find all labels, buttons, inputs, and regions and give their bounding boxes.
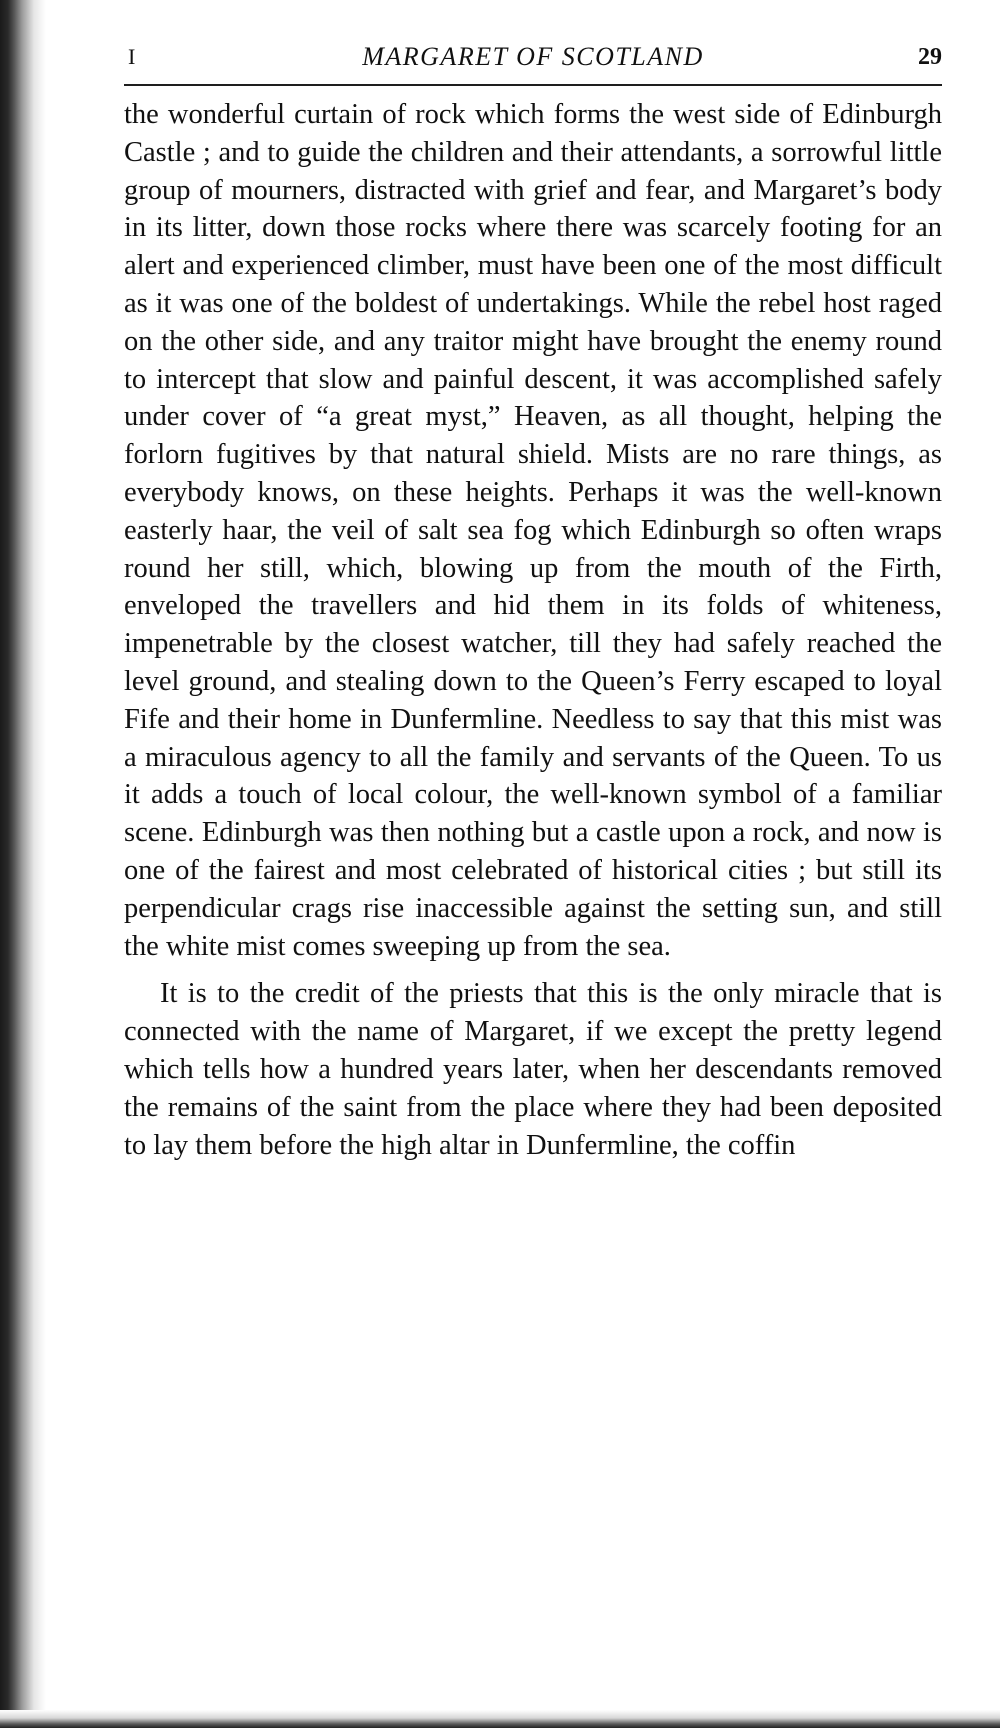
- paragraph-2: It is to the credit of the priests that this is the only miracle that is connected with the name of Margaret, if we except the pretty legend which tells how a hundred years later, when her descendants removed the remains of the saint from the place where they had been deposited to lay them before the high altar in Dunfermline, the coffin: [124, 978, 942, 1161]
- header-rule: [124, 84, 942, 86]
- running-header: [124, 30, 942, 84]
- running-title: MARGARET OF SCOTLAND: [362, 42, 704, 71]
- book-page: [124, 30, 942, 1164]
- page-bottom-shadow: [0, 1710, 1000, 1728]
- body-text: [124, 96, 942, 1164]
- page-number: 29: [918, 44, 942, 70]
- paragraph-1: the wonderful curtain of rock which forms the west side of Edinburgh Castle ; and to guide the children and their attendants, a sorrowful little group of mourners, distracted with grief and fear, and Margaret’s body in its litter, down those rocks where there was scarcely footing for an alert and experienced climber, must have been one of the most difficult as it was one of the boldest of undertakings. While the rebel host raged on the other side, and any traitor might have brought the enemy round to intercept that slow and painful descent, it was accomplished safely under cover of “a great myst,” Heaven, as all thought, helping the forlorn fugitives by that natural shield. Mists are no rare things, as everybody knows, on these heights. Perhaps it was the well-known easterly haar, the veil of salt sea fog which Edinburgh so often wraps round her still, which, blowing up from the mouth of the Firth, enveloped the travellers and hid them in its folds of whiteness, impenetrable by the closest watcher, till they had safely reached the level ground, and stealing down to the Queen’s Ferry escaped to loyal Fife and their home in Dunfermline. Needless to say that this mist was a miraculous agency to all the family and servants of the Queen. To us it adds a touch of local colour, the well-known symbol of a familiar scene. Edinburgh was then nothing but a castle upon a rock, and now is one of the fairest and most celebrated of historical cities ; but still its perpendicular crags rise inaccessible against the setting sun, and still the white mist comes sweeping up from the sea.: [124, 99, 942, 962]
- page-binding-shadow: [0, 0, 46, 1728]
- chapter-number: I: [128, 44, 136, 69]
